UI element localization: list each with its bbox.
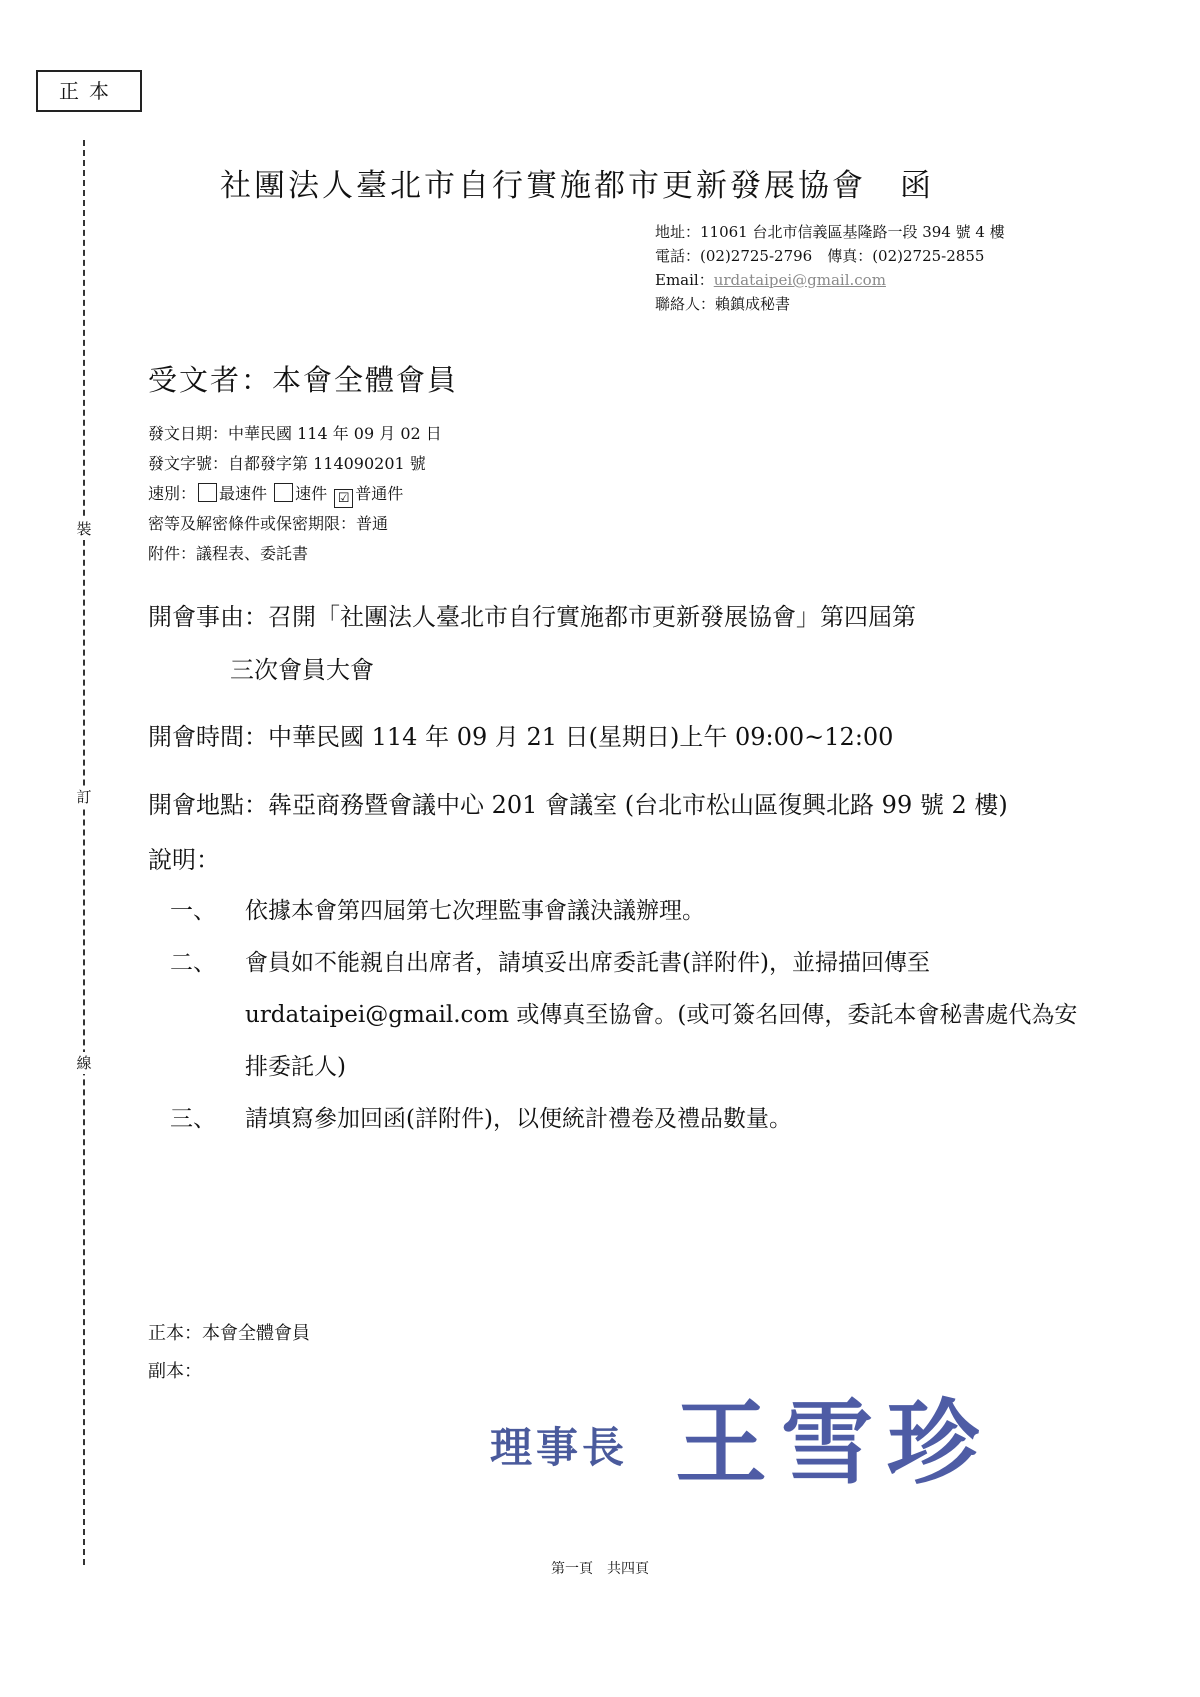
meeting-subject-line2: 三次會員大會 [230, 656, 374, 684]
contact-block [655, 220, 1005, 316]
list-item [170, 885, 1080, 937]
recipient: 受文者：本會全體會員 [148, 363, 459, 397]
item-number: 一、 [170, 898, 216, 924]
list-item [170, 1093, 1080, 1145]
speed-checkbox-normal: ☑ [334, 489, 353, 508]
meeting-place: 開會地點：犇亞商務暨會議中心 201 會議室 (台北市松山區復興北路 99 號 2 樓) [148, 791, 1008, 819]
phone-fax: 電話：(02)2725-2796 傳真：(02)2725-2855 [655, 247, 985, 265]
speed-row [148, 479, 442, 509]
document-meta [148, 419, 442, 569]
copy-type-box: 正本 [36, 70, 142, 112]
list-item [170, 937, 1080, 1093]
copy-recipients: 副本： [148, 1361, 202, 1382]
binding-dashed-line [83, 140, 85, 1565]
contact-person: 聯絡人：賴鎮成秘書 [655, 295, 791, 313]
confidentiality: 密等及解密條件或保密期限：普通 [148, 514, 389, 533]
speed-checkbox-most-urgent [198, 483, 217, 502]
meeting-subject-line1: 開會事由：召開「社團法人臺北市自行實施都市更新發展協會」第四屆第 [148, 603, 916, 631]
issue-date: 發文日期：中華民國 114 年 09 月 02 日 [148, 424, 442, 443]
document-title: 社團法人臺北市自行實施都市更新發展協會 函 [220, 168, 934, 204]
meeting-time: 開會時間：中華民國 114 年 09 月 21 日(星期日)上午 09:00~12:00 [148, 723, 894, 751]
email-line [655, 268, 1005, 292]
binding-mark-ding: 訂 [74, 786, 94, 808]
speed-option-most-urgent: 最速件 [219, 484, 268, 503]
attachments: 附件：議程表、委託書 [148, 544, 309, 563]
address: 地址：11061 台北市信義區基隆路一段 394 號 4 樓 [655, 223, 1005, 241]
speed-option-urgent: 速件 [295, 484, 328, 503]
speed-label: 速別： [148, 484, 197, 503]
speed-option-normal: 普通件 [355, 484, 404, 503]
signature-title: 理事長 [490, 1423, 629, 1472]
distribution-block [148, 1315, 310, 1391]
issue-number: 發文字號：自都發字第 114090201 號 [148, 454, 426, 473]
email-label: Email： [655, 271, 714, 289]
item-number: 三、 [170, 1106, 216, 1132]
binding-mark-zhuang: 裝 [74, 518, 94, 540]
item-number: 二、 [170, 950, 216, 976]
item-text: 依據本會第四屆第七次理監事會議決議辦理。 [245, 898, 705, 924]
email-link[interactable]: urdataipei@gmail.com [713, 271, 886, 289]
binding-mark-xian: 線 [74, 1052, 94, 1074]
signature-name: 王雪珍 [675, 1389, 994, 1497]
page-footer: 第一頁 共四頁 [551, 1561, 649, 1577]
explanation-heading: 說明： [148, 846, 220, 874]
speed-checkbox-urgent [274, 483, 293, 502]
item-text: 會員如不能親自出席者，請填妥出席委託書(詳附件)，並掃描回傳至 urdataipei@gmail.com 或傳真至協會。(或可簽名回傳，委託本會秘書處代為安排委託人) [245, 950, 1078, 1080]
item-text: 請填寫參加回函(詳附件)，以便統計禮卷及禮品數量。 [245, 1106, 792, 1132]
original-recipients: 正本：本會全體會員 [148, 1323, 310, 1344]
explanation-list [170, 885, 1080, 1145]
